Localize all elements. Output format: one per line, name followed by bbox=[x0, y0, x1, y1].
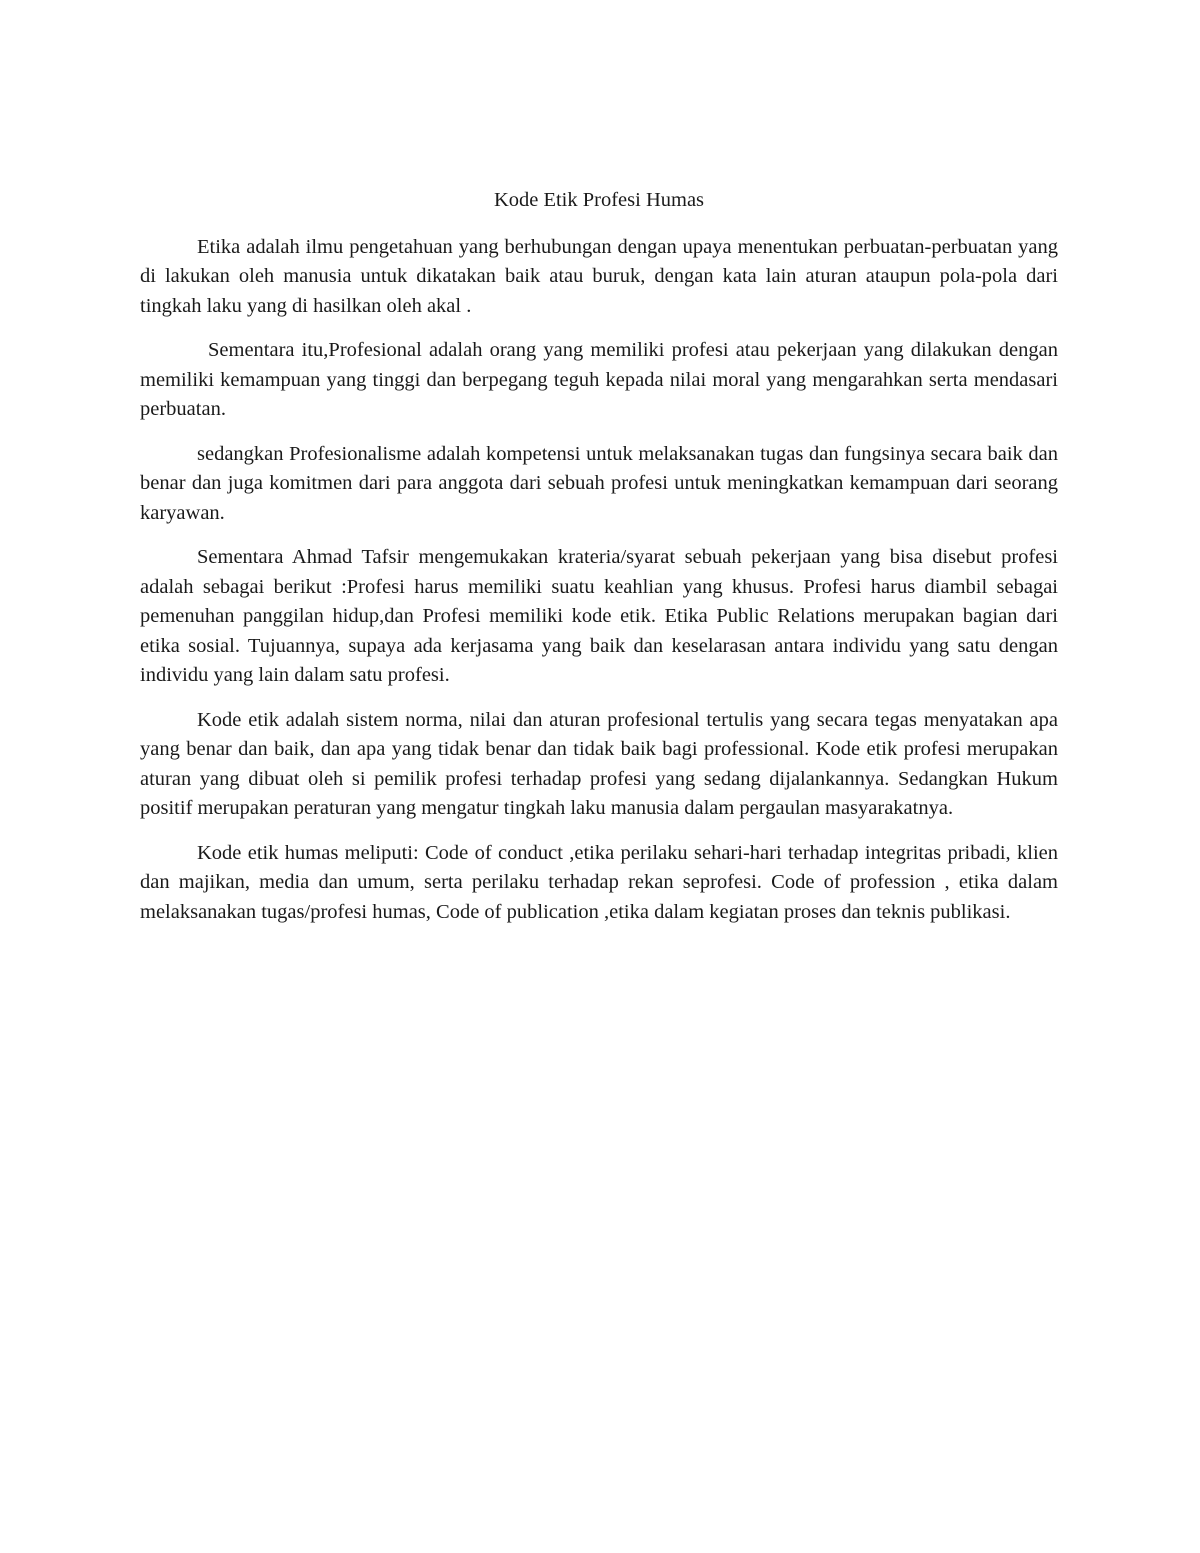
paragraph-kode-etik-humas: Kode etik humas meliputi: Code of conduct ,etika perilaku sehari-hari terhadap integritas pribadi, klien dan majikan, media dan umum, serta perilaku terhadap rekan seprofesi. Code of profession , etika dalam melaksanakan tugas/profesi humas, Code of publication ,etika dalam kegiatan proses dan teknis publikasi. bbox=[140, 841, 1058, 923]
document-title: Kode Etik Profesi Humas bbox=[493, 189, 705, 211]
paragraph-syarat-profesi: Sementara Ahmad Tafsir mengemukakan krateria/syarat sebuah pekerjaan yang bisa disebut profesi adalah sebagai berikut :Profesi harus memiliki suatu keahlian yang khusus. Profesi harus diambil sebagai pemenuhan panggilan hidup,dan Profesi memiliki kode etik. Etika Public Relations merupakan bagian dari etika sosial. Tujuannya, supaya ada kerjasama yang baik dan keselarasan antara individu yang satu dengan individu yang lain dalam satu profesi. bbox=[140, 546, 1058, 686]
document-body bbox=[140, 186, 1058, 942]
paragraph-profesionalisme: sedangkan Profesionalisme adalah kompetensi untuk melaksanakan tugas dan fungsinya secara baik dan benar dan juga komitmen dari para anggota dari sebuah profesi untuk meningkatkan kemampuan dari seorang karyawan. bbox=[140, 442, 1058, 524]
paragraph-profesional: Sementara itu,Profesional adalah orang yang memiliki profesi atau pekerjaan yang dilakukan dengan memiliki kemampuan yang tinggi dan berpegang teguh kepada nilai moral yang mengarahkan serta mendasari perbuatan. bbox=[140, 339, 1058, 420]
paragraph-etika: Etika adalah ilmu pengetahuan yang berhubungan dengan upaya menentukan perbuatan-perbuatan yang di lakukan oleh manusia untuk dikatakan baik atau buruk, dengan kata lain aturan ataupun pola-pola dari tingkah laku yang di hasilkan oleh akal . bbox=[140, 235, 1058, 317]
paragraph-kode-etik: Kode etik adalah sistem norma, nilai dan aturan profesional tertulis yang secara tegas menyatakan apa yang benar dan baik, dan apa yang tidak benar dan tidak baik bagi professional. Kode etik profesi merupakan aturan yang dibuat oleh si pemilik profesi terhadap profesi yang sedang dijalankannya. Sedangkan Hukum positif merupakan peraturan yang mengatur tingkah laku manusia dalam pergaulan masyarakatnya. bbox=[140, 708, 1058, 819]
